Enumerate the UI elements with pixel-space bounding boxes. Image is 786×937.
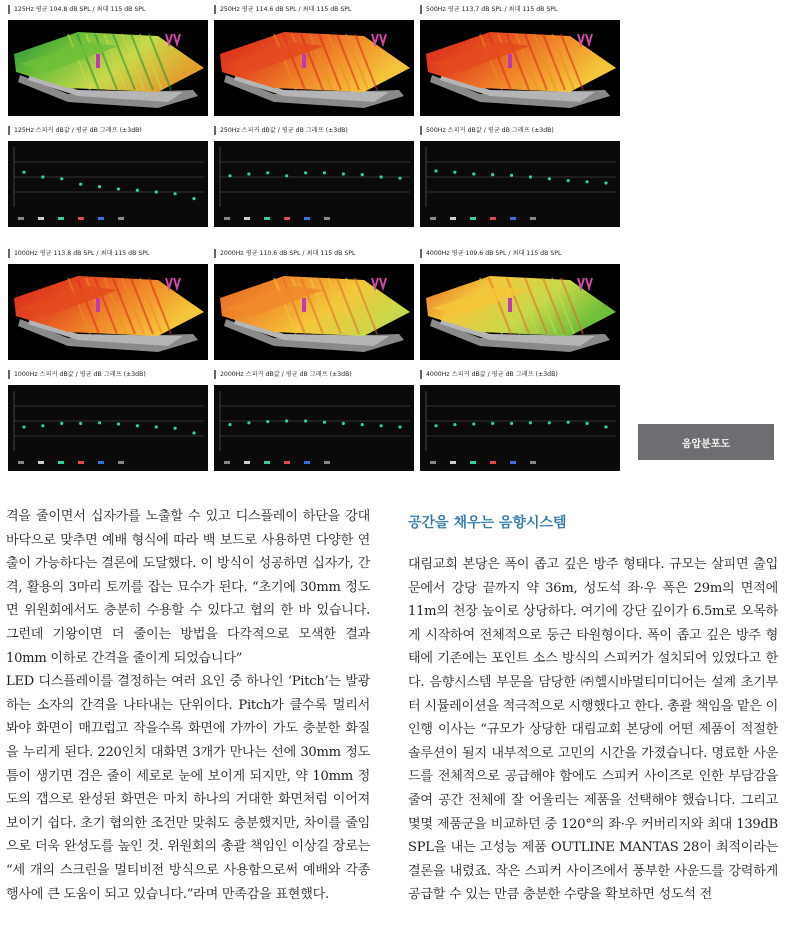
legend-swatch — [224, 217, 230, 220]
sound-map-svg — [8, 20, 208, 116]
db-graph-4000hz — [420, 385, 620, 471]
legend-swatch — [38, 217, 44, 220]
data-point — [22, 171, 25, 174]
left-column — [6, 505, 370, 906]
db-graph-125hz — [8, 141, 208, 227]
sound-map-svg — [214, 264, 414, 360]
data-point — [604, 181, 607, 184]
data-point — [136, 189, 139, 192]
data-point — [472, 422, 475, 425]
db-graph-250hz — [214, 141, 414, 227]
data-point — [434, 424, 437, 427]
data-point — [361, 173, 364, 176]
data-point — [304, 171, 307, 174]
data-point — [60, 177, 63, 180]
data-point — [192, 197, 195, 200]
data-point — [228, 423, 231, 426]
graph-background — [8, 385, 208, 471]
speaker-array-icon — [372, 278, 386, 288]
data-point — [41, 424, 44, 427]
data-point — [529, 175, 532, 178]
legend-swatch — [510, 461, 516, 464]
data-point — [567, 421, 570, 424]
data-point — [98, 185, 101, 188]
legend-swatch — [58, 217, 64, 220]
data-point — [491, 422, 494, 425]
panel-125hz — [8, 5, 208, 227]
legend-swatch — [118, 461, 124, 464]
sound-map-250hz — [214, 20, 414, 116]
graph-background — [8, 141, 208, 227]
data-point — [380, 175, 383, 178]
data-point — [60, 422, 63, 425]
data-point — [604, 425, 607, 428]
map-caption: 125Hz 평균 104.8 dB SPL / 최대 115 dB SPL — [8, 5, 208, 14]
plot-caption: 250Hz 스피커 dB값 / 평균 dB 그래프 (±3dB) — [214, 126, 414, 135]
graph-background — [420, 385, 620, 471]
legend-swatch — [244, 217, 250, 220]
data-point — [586, 180, 589, 183]
data-point — [434, 169, 437, 172]
sound-map-2000hz — [214, 264, 414, 360]
legend-swatch — [284, 217, 290, 220]
speaker-array-icon — [372, 34, 386, 44]
section-heading: 공간을 채우는 음향시스템 — [408, 515, 567, 531]
legend-swatch — [18, 217, 24, 220]
db-graph-svg — [214, 385, 414, 471]
db-graph-svg — [420, 385, 620, 471]
data-point — [192, 431, 195, 434]
panel-2000hz — [214, 249, 414, 471]
legend-swatch — [450, 217, 456, 220]
legend-swatch — [78, 461, 84, 464]
panel-250hz — [214, 5, 414, 227]
data-point — [567, 179, 570, 182]
graph-background — [214, 385, 414, 471]
graph-background — [420, 141, 620, 227]
data-point — [285, 419, 288, 422]
data-point — [529, 421, 532, 424]
sound-map-svg — [214, 20, 414, 116]
right-paragraph: 대림교회 본당은 폭이 좁고 깊은 방주 형태다. 규모는 살피면 출입문에서 강당 끝까지 약 36m, 성도석 좌·우 폭은 29m의 면적에 11m의 천장 높이로 상당하다. 여기에 강단 깊이가 6.5m로 오목하게 시작하여 전체적으로 둥근 타원형이다. 폭이 좁고 깊은 방주 형태에 기존에는 포인트 소스 방식의 스피커가 설치되어 있었다고 한다. 음향시스템 부문을 담당한 ㈜헬시바멀티미디어는 설계 초기부터 시뮬레이션을 적극적으로 시행했다고 한다. 총괄 책임을 맡은 이인행 이사는 “규모가 상당한 대림교회 본당에 어떤 제품이 적절한 솔루션이 될지 내부적으로 고민의 시간을 가졌습니다. 명료한 사운드를 전체적으로 공급해야 함에도 스피커 사이즈로 인한 부담감을 줄여 공간 전체에 잘 어울리는 제품을 선택해야 했습니다. 그리고 몇몇 제품군을 비교하던 중 120°의 좌·우 커버리지와 최대 139dB SPL을 내는 고성능 제품 OUTLINE MANTAS 28이 최적이라는 결론을 내렸죠. 작은 스피커 사이즈에서 풍부한 사운드를 강력하게 공급할 수 있는 만큼 충분한 수량을 확보하면 성도석 전 — [408, 557, 778, 903]
legend-swatch — [58, 461, 64, 464]
speaker-marker — [302, 298, 306, 312]
speaker-marker — [302, 54, 306, 68]
speaker-array-icon — [166, 34, 180, 44]
legend-swatch — [490, 217, 496, 220]
data-point — [117, 187, 120, 190]
graph-background — [214, 141, 414, 227]
data-point — [586, 422, 589, 425]
data-point — [266, 171, 269, 174]
left-paragraph: LED 디스플레이를 결정하는 여러 요인 중 하나인 ‘Pitch’는 발광하는 소자의 간격을 나타내는 단위이다. Pitch가 클수록 멀리서 봐야 화면이 매끄럽고 작을수록 화면에 가까이 가도 충분한 화질을 누리게 된다. 220인치 대화면 3개가 만나는 선에 30mm 정도 틈이 생기면 검은 줄이 세로로 눈에 보이게 되지만, 약 10mm 정도의 갭으로 완성된 화면은 마치 하나의 거대한 화면처럼 이어져 보이기 쉽다. 초기 협의한 조건만 맞춰도 충분했지만, 차이를 줄임으로 더욱 완성도를 높인 것. 위원회의 총괄 책임인 이상길 장로는 “세 개의 스크린을 멀티비전 방식으로 사용함으로써 예배와 각종 행사에 큰 도움이 되고 있습니다.”라며 만족감을 표현했다. — [6, 674, 370, 902]
data-point — [117, 422, 120, 425]
sound-map-500hz — [420, 20, 620, 116]
panel-1000hz — [8, 249, 208, 471]
plot-caption: 2000Hz 스피커 dB값 / 평균 dB 그래프 (±3dB) — [214, 370, 414, 379]
data-point — [22, 425, 25, 428]
speaker-marker — [508, 298, 512, 312]
speaker-marker — [508, 54, 512, 68]
sound-map-svg — [8, 264, 208, 360]
sound-map-1000hz — [8, 264, 208, 360]
legend-swatch — [224, 461, 230, 464]
legend-swatch — [470, 461, 476, 464]
legend-swatch — [304, 217, 310, 220]
sound-distribution-badge: 음압분포도 — [638, 424, 774, 460]
data-point — [155, 425, 158, 428]
panel-4000hz — [420, 249, 620, 471]
data-point — [342, 172, 345, 175]
data-point — [510, 422, 513, 425]
legend-swatch — [98, 461, 104, 464]
data-point — [548, 421, 551, 424]
legend-swatch — [530, 217, 536, 220]
legend-swatch — [450, 461, 456, 464]
speaker-array-icon — [578, 34, 592, 44]
data-point — [548, 177, 551, 180]
db-graph-svg — [8, 141, 208, 227]
plot-caption: 4000Hz 스피커 dB값 / 평균 dB 그래프 (±3dB) — [420, 370, 620, 379]
db-graph-svg — [420, 141, 620, 227]
db-graph-1000hz — [8, 385, 208, 471]
data-point — [323, 171, 326, 174]
data-point — [247, 421, 250, 424]
data-point — [380, 424, 383, 427]
legend-swatch — [18, 461, 24, 464]
data-point — [453, 423, 456, 426]
panel-500hz — [420, 5, 620, 227]
data-point — [79, 183, 82, 186]
data-point — [342, 422, 345, 425]
data-point — [41, 175, 44, 178]
map-caption: 1000Hz 평균 113.8 dB SPL / 최대 115 dB SPL — [8, 249, 208, 258]
data-point — [174, 192, 177, 195]
plot-caption: 500Hz 스피커 dB값 / 평균 dB 그래프 (±3dB) — [420, 126, 620, 135]
db-graph-svg — [214, 141, 414, 227]
plot-caption: 1000Hz 스피커 dB값 / 평균 dB 그래프 (±3dB) — [8, 370, 208, 379]
legend-swatch — [530, 461, 536, 464]
legend-swatch — [490, 461, 496, 464]
sound-map-125hz — [8, 20, 208, 116]
data-point — [398, 425, 401, 428]
data-point — [510, 174, 513, 177]
map-caption: 250Hz 평균 114.6 dB SPL / 최대 115 dB SPL — [214, 5, 414, 14]
legend-swatch — [78, 217, 84, 220]
sound-map-svg — [420, 20, 620, 116]
legend-swatch — [304, 461, 310, 464]
legend-swatch — [98, 217, 104, 220]
left-paragraph: 격을 줄이면서 십자가를 노출할 수 있고 디스플레이 하단을 강대 바닥으로 맞추면 예배 형식에 따라 백 보드로 사용하면 다양한 연출이 가능하다는 결론에 도달했다. 이 방식이 성공하면 십자가, 간격, 활용의 3마리 토끼를 잡는 묘수가 된다. “초기에 30mm 정도면 위원회에서도 충분히 수용할 수 있다고 협의 한 바 있습니다. 그런데 기왕이면 더 줄이는 방법을 다각적으로 모색한 결과 10mm 이하로 간격을 줄이게 되었습니다” — [6, 509, 370, 666]
legend-swatch — [264, 217, 270, 220]
legend-swatch — [324, 217, 330, 220]
data-point — [136, 424, 139, 427]
legend-swatch — [284, 461, 290, 464]
legend-swatch — [510, 217, 516, 220]
data-point — [361, 423, 364, 426]
speaker-array-icon — [166, 278, 180, 288]
legend-swatch — [38, 461, 44, 464]
legend-swatch — [264, 461, 270, 464]
legend-swatch — [244, 461, 250, 464]
data-point — [304, 419, 307, 422]
speaker-marker — [96, 298, 100, 312]
data-point — [79, 422, 82, 425]
data-point — [155, 190, 158, 193]
right-column — [408, 553, 778, 933]
data-point — [247, 172, 250, 175]
sound-map-4000hz — [420, 264, 620, 360]
legend-swatch — [430, 217, 436, 220]
map-caption: 2000Hz 평균 110.6 dB SPL / 최대 115 dB SPL — [214, 249, 414, 258]
plot-caption: 125Hz 스피커 dB값 / 평균 dB 그래프 (±3dB) — [8, 126, 208, 135]
legend-swatch — [324, 461, 330, 464]
data-point — [472, 172, 475, 175]
data-point — [323, 421, 326, 424]
legend-swatch — [470, 217, 476, 220]
speaker-array-icon — [578, 278, 592, 288]
legend-swatch — [430, 461, 436, 464]
db-graph-500hz — [420, 141, 620, 227]
db-graph-svg — [8, 385, 208, 471]
data-point — [98, 421, 101, 424]
db-graph-2000hz — [214, 385, 414, 471]
data-point — [398, 177, 401, 180]
sound-map-svg — [420, 264, 620, 360]
data-point — [174, 427, 177, 430]
legend-swatch — [118, 217, 124, 220]
data-point — [491, 173, 494, 176]
map-caption: 500Hz 평균 113.7 dB SPL / 최대 115 dB SPL — [420, 5, 620, 14]
data-point — [266, 420, 269, 423]
data-point — [228, 174, 231, 177]
data-point — [285, 174, 288, 177]
data-point — [453, 171, 456, 174]
speaker-marker — [96, 54, 100, 68]
map-caption: 4000Hz 평균 109.6 dB SPL / 최대 115 dB SPL — [420, 249, 620, 258]
